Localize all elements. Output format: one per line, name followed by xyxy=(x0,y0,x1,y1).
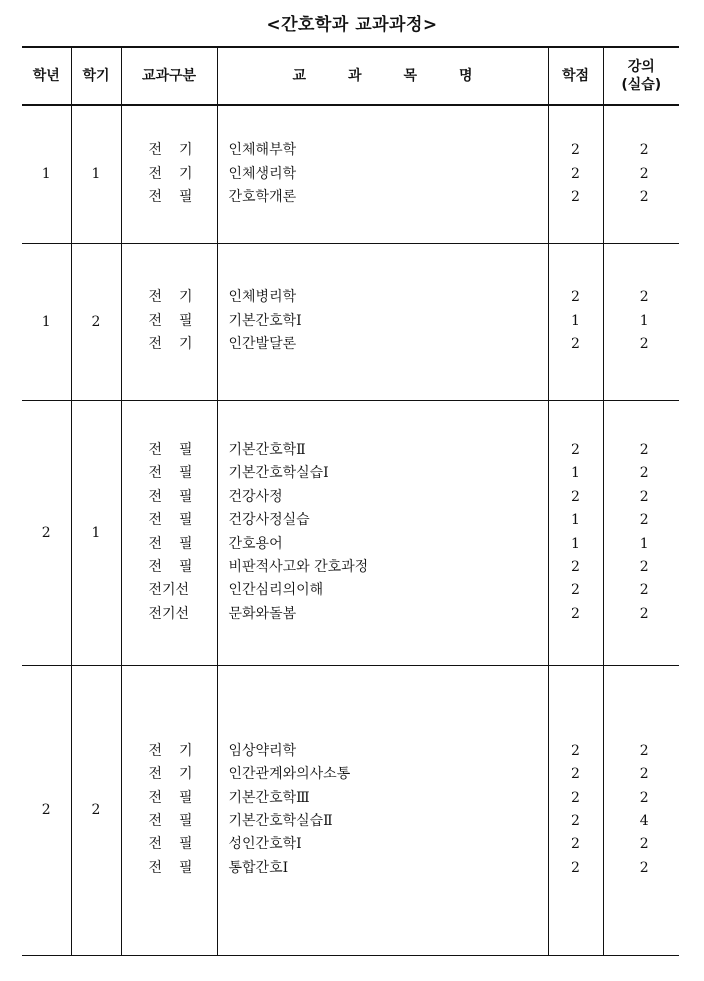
course-lecture: 2 xyxy=(639,142,649,159)
course-name: 간호학개론 xyxy=(228,188,297,205)
course-lecture: 2 xyxy=(639,742,649,759)
course-lecture: 2 xyxy=(639,789,649,806)
course-name: 인체생리학 xyxy=(228,165,297,182)
course-credit: 2 xyxy=(571,836,580,853)
header-lecture-line2: (실습) xyxy=(621,77,662,93)
header-term: 학기 xyxy=(71,47,121,105)
course-credit: 2 xyxy=(571,488,580,505)
course-lecture: 2 xyxy=(639,582,649,599)
course-credit: 2 xyxy=(571,766,580,783)
course-name-cell xyxy=(217,105,548,243)
course-credit: 2 xyxy=(571,813,580,829)
course-type: 전필 xyxy=(148,312,210,329)
header-course-label: 교과목명 xyxy=(292,68,515,84)
course-lecture: 2 xyxy=(639,766,649,783)
course-credit: 2 xyxy=(571,742,580,759)
course-lecture: 2 xyxy=(639,188,649,205)
course-lecture: 2 xyxy=(639,336,649,353)
course-type: 전필 xyxy=(148,512,210,529)
course-lecture: 4 xyxy=(639,813,649,829)
year-cell: 1 xyxy=(22,243,71,400)
course-credit: 2 xyxy=(571,165,580,182)
term-cell: 1 xyxy=(71,105,121,243)
course-type: 전필 xyxy=(148,813,210,829)
course-name-cell xyxy=(217,243,548,400)
course-lecture: 2 xyxy=(639,289,649,306)
header-type: 교과구분 xyxy=(121,47,217,105)
year-cell: 1 xyxy=(22,105,71,243)
course-type: 전필 xyxy=(148,859,210,876)
term-cell: 2 xyxy=(71,665,121,955)
header-course xyxy=(217,47,548,105)
course-type: 전필 xyxy=(148,488,210,505)
course-credit: 1 xyxy=(571,312,580,329)
page-title: <간호학과 교과과정> xyxy=(266,15,438,35)
course-credit: 2 xyxy=(571,605,580,622)
type-cell xyxy=(121,400,217,665)
course-credit: 2 xyxy=(571,558,580,575)
course-credit: 2 xyxy=(571,289,580,306)
course-type: 전기 xyxy=(148,766,210,783)
credit-cell xyxy=(548,665,603,955)
header-row xyxy=(22,47,679,105)
course-group-row xyxy=(22,400,679,665)
course-name: 인간심리의이해 xyxy=(228,582,324,599)
credit-cell xyxy=(548,243,603,400)
course-name: 건강사정실습 xyxy=(228,512,310,529)
year-cell: 2 xyxy=(22,665,71,955)
course-credit: 1 xyxy=(571,465,580,482)
course-lecture: 2 xyxy=(639,859,649,876)
course-credit: 2 xyxy=(571,789,580,806)
course-type: 전기선 xyxy=(148,582,190,599)
course-type: 전필 xyxy=(148,789,210,806)
lecture-cell xyxy=(603,243,679,400)
course-lecture: 2 xyxy=(639,605,649,622)
course-lecture: 2 xyxy=(639,465,649,482)
term-cell: 1 xyxy=(71,400,121,665)
course-type: 전필 xyxy=(148,535,210,552)
course-credit: 2 xyxy=(571,336,580,353)
course-name: 기본간호학실습Ⅰ xyxy=(228,465,329,482)
course-name: 건강사정 xyxy=(228,488,283,505)
lecture-cell xyxy=(603,400,679,665)
header-lecture xyxy=(603,47,679,105)
year-cell: 2 xyxy=(22,400,71,665)
course-type: 전필 xyxy=(148,441,210,458)
credit-cell xyxy=(548,400,603,665)
course-name: 기본간호학Ⅱ xyxy=(228,441,306,458)
lecture-cell xyxy=(603,105,679,243)
lecture-cell xyxy=(603,665,679,955)
course-group-row xyxy=(22,243,679,400)
course-name: 인체해부학 xyxy=(228,142,297,159)
course-lecture: 2 xyxy=(639,512,649,529)
header-year: 학년 xyxy=(22,47,71,105)
course-name-cell xyxy=(217,665,548,955)
course-type: 전기 xyxy=(148,142,210,159)
curriculum-table xyxy=(22,46,679,956)
course-name: 통합간호Ⅰ xyxy=(228,859,289,876)
course-credit: 2 xyxy=(571,188,580,205)
course-lecture: 2 xyxy=(639,488,649,505)
header-credit: 학점 xyxy=(548,47,603,105)
course-type: 전필 xyxy=(148,836,210,853)
course-type: 전기 xyxy=(148,289,210,306)
course-name: 기본간호학Ⅰ xyxy=(228,312,302,329)
course-lecture: 1 xyxy=(639,535,649,552)
course-name: 간호용어 xyxy=(228,535,283,552)
course-name: 기본간호학실습Ⅱ xyxy=(228,813,333,829)
credit-cell xyxy=(548,105,603,243)
course-name: 기본간호학Ⅲ xyxy=(228,789,310,806)
course-name: 인간관계와의사소통 xyxy=(228,766,351,783)
course-group-row xyxy=(22,665,679,955)
course-lecture: 1 xyxy=(639,312,649,329)
type-cell xyxy=(121,665,217,955)
course-credit: 2 xyxy=(571,859,580,876)
course-type: 전기선 xyxy=(148,605,190,622)
course-lecture: 2 xyxy=(639,558,649,575)
course-lecture: 2 xyxy=(639,441,649,458)
course-group-row xyxy=(22,105,679,243)
course-credit: 2 xyxy=(571,582,580,599)
course-name: 임상약리학 xyxy=(228,742,297,759)
course-name: 성인간호학Ⅰ xyxy=(228,836,302,853)
term-cell: 2 xyxy=(71,243,121,400)
course-type: 전필 xyxy=(148,188,210,205)
course-lecture: 2 xyxy=(639,165,649,182)
course-type: 전기 xyxy=(148,336,210,353)
course-type: 전필 xyxy=(148,558,210,575)
course-type: 전기 xyxy=(148,742,210,759)
course-credit: 2 xyxy=(571,142,580,159)
course-name-cell xyxy=(217,400,548,665)
header-lecture-line1: 강의 xyxy=(627,59,655,75)
course-type: 전필 xyxy=(148,465,210,482)
course-type: 전기 xyxy=(148,165,210,182)
course-name: 인간발달론 xyxy=(228,336,297,353)
course-name: 인체병리학 xyxy=(228,289,297,306)
type-cell xyxy=(121,243,217,400)
course-credit: 2 xyxy=(571,441,580,458)
course-credit: 1 xyxy=(571,512,580,529)
course-name: 문화와돌봄 xyxy=(228,605,297,622)
type-cell xyxy=(121,105,217,243)
course-credit: 1 xyxy=(571,535,580,552)
course-name: 비판적사고와 간호과정 xyxy=(228,558,369,575)
course-lecture: 2 xyxy=(639,836,649,853)
